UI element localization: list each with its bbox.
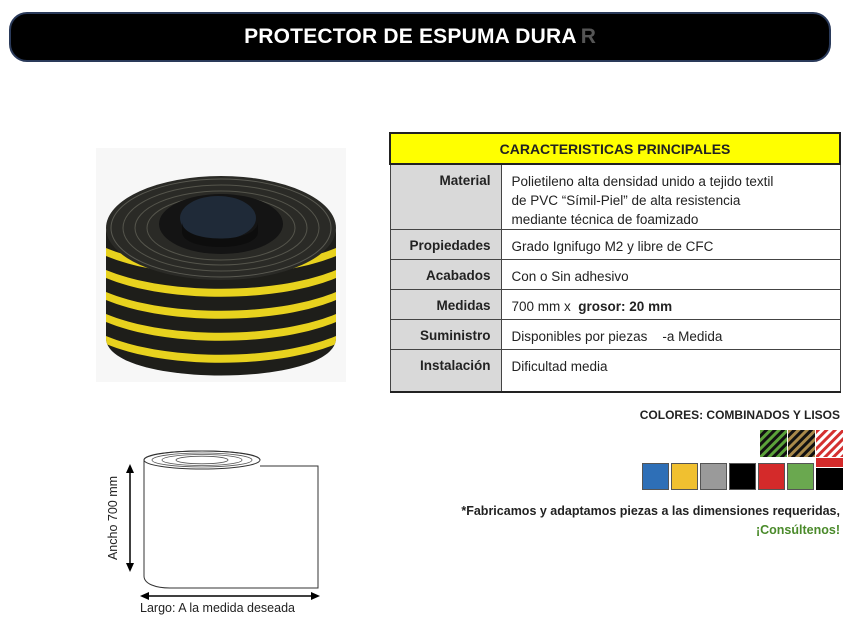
- spec-table: [389, 132, 841, 393]
- table-row: [390, 350, 840, 392]
- swatch-yellow: [671, 463, 698, 490]
- roll-dimension-diagram: [100, 440, 340, 622]
- spec-label-installation: Instalación: [390, 350, 501, 392]
- height-label-text: Ancho 700 mm: [106, 475, 121, 561]
- swatch-red-white: [816, 430, 843, 457]
- spec-table-heading: CARACTERISTICAS PRINCIPALES: [390, 133, 840, 164]
- table-row: [390, 260, 840, 290]
- spec-value-material: [501, 164, 840, 230]
- swatch-red-accent: [816, 458, 843, 467]
- diagram-width-label: Largo: A la medida deseada: [140, 601, 295, 615]
- spec-value-line: Polietileno alta densidad unido a tejido textil: [511, 174, 774, 189]
- title-ghost-letter: R: [580, 25, 596, 48]
- swatch-blue: [642, 463, 669, 490]
- table-row: [390, 320, 840, 350]
- spec-value-measures: [501, 290, 840, 320]
- diagram-height-label: [102, 468, 124, 568]
- colors-label: COLORES: COMBINADOS Y LISOS: [639, 408, 840, 422]
- swatch-black: [729, 463, 756, 490]
- spec-value-installation: Dificultad media: [501, 350, 840, 392]
- measure-size: 700 mm x: [511, 299, 571, 314]
- spec-label-finishes: Acabados: [390, 260, 501, 290]
- spec-label-measures: Medidas: [390, 290, 501, 320]
- page-title: PROTECTOR DE ESPUMA DURA: [244, 25, 577, 48]
- swatch-green-black: [760, 430, 787, 457]
- swatch-red: [758, 463, 785, 490]
- table-row: [390, 164, 840, 230]
- spec-label-material: Material: [390, 164, 501, 230]
- swatch-grey: [700, 463, 727, 490]
- title-banner: [9, 12, 831, 62]
- spec-value-line: de PVC “Símil-Piel” de alta resistencia: [511, 193, 741, 208]
- spec-value-line: mediante técnica de foamizado: [511, 212, 699, 227]
- swatch-brown-black: [788, 430, 815, 457]
- spec-value-properties: Grado Ignifugo M2 y libre de CFC: [501, 230, 840, 260]
- table-row: [390, 230, 840, 260]
- table-row: [390, 290, 840, 320]
- custom-note: *Fabricamos y adaptamos piezas a las dimensiones requeridas,: [461, 504, 840, 518]
- spec-label-supply: Suministro: [390, 320, 501, 350]
- spec-value-finishes: Con o Sin adhesivo: [501, 260, 840, 290]
- spec-label-properties: Propiedades: [390, 230, 501, 260]
- spec-value-supply: Disponibles por piezas -a Medida: [501, 320, 840, 350]
- swatch-green: [787, 463, 814, 490]
- product-photo: [96, 148, 346, 382]
- measure-thickness: grosor: 20 mm: [578, 299, 673, 314]
- swatch-black-2: [816, 468, 843, 490]
- consult-note: ¡Consúltenos!: [755, 523, 840, 537]
